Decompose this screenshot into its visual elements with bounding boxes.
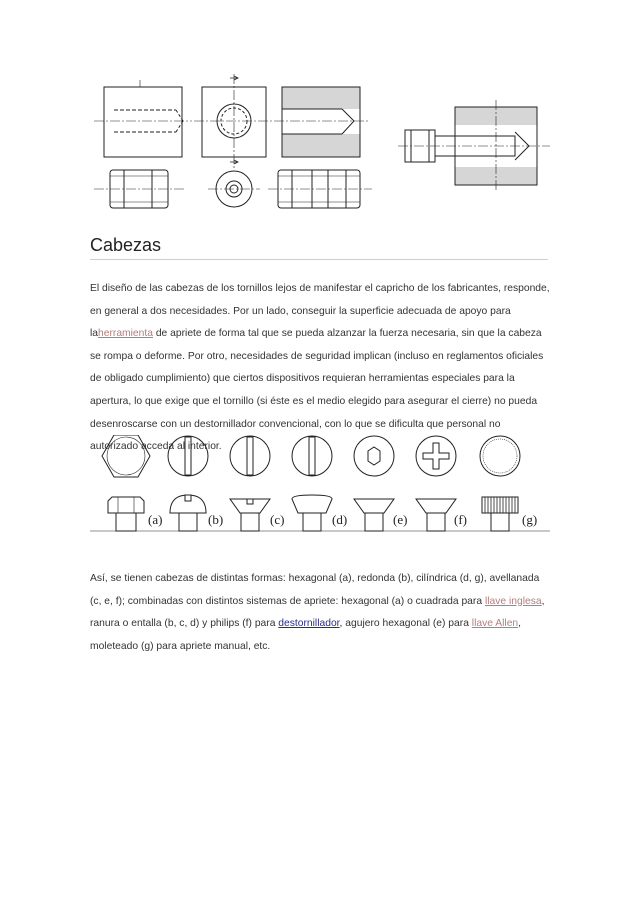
paragraph-line: se rompa o deforme. Por otro, necesidades de seguridad implican (incluso en reglamentos oficiales <box>90 350 544 362</box>
head-b-round <box>168 436 208 531</box>
line-text: , agujero hexagonal (e) para <box>339 618 472 630</box>
drawing-panel-front-view <box>194 74 274 168</box>
section-heading: Cabezas <box>90 235 162 255</box>
llave-inglesa-link[interactable]: llave inglesa <box>484 595 542 607</box>
head-d-cylindrical <box>292 436 332 531</box>
label-f: (f) <box>454 512 467 527</box>
screw-drawing-figure <box>80 70 558 230</box>
paragraph-line: en general a dos necesidades. Por un lado, conseguir la superficie adecuada de apoyo para <box>90 305 511 317</box>
paragraph-line: de obligado cumplimiento) que ciertos dispositivos requieran herramientas especiales para la <box>90 373 515 385</box>
head-e-allen <box>354 436 394 531</box>
drawing-panel-assembly <box>398 100 550 192</box>
drawing-panel-side-section <box>94 80 192 157</box>
paragraph-line: apertura, lo que exige que el tornillo (si éste es el medio elegido para asegurar el cierre) no pueda <box>90 395 538 407</box>
line-text: ranura o entalla (b, c, d) y philips (f) para <box>90 618 279 630</box>
line-text: de apriete de forma tal que se pueda alzanzar la fuerza necesaria, sin que la cabeza <box>152 328 542 340</box>
label-c: (c) <box>270 512 285 527</box>
screw-heads-figure <box>90 435 550 535</box>
line-text: (c, e, f); combinadas con distintos sistemas de apriete: hexagonal (a) o cuadrada para <box>90 595 485 607</box>
head-a-hexagonal <box>102 435 150 531</box>
head-c-countersunk <box>230 436 270 531</box>
label-e: (e) <box>393 512 408 527</box>
drawing-panel-hatched-section <box>274 87 370 157</box>
paragraph-line: El diseño de las cabezas de los tornillos lejos de manifestar el capricho de los fabricantes, responde, <box>90 283 550 294</box>
llave-allen-link[interactable]: llave Allen <box>471 618 519 630</box>
label-b: (b) <box>208 512 224 527</box>
paragraph-line: autorizado acceda al interior. <box>90 441 222 453</box>
paragraph-line: desenroscarse con un destornillador convencional, con lo que se dificulta que personal no <box>90 418 501 430</box>
summary-paragraph <box>90 568 560 658</box>
head-g-knurled <box>480 436 520 531</box>
label-g: (g) <box>522 512 538 527</box>
herramienta-link[interactable]: herramienta <box>98 328 153 340</box>
paragraph-line <box>90 591 560 614</box>
label-d: (d) <box>332 512 348 527</box>
label-a: (a) <box>148 512 163 527</box>
paragraph-line <box>90 323 560 346</box>
paragraph-line: Así, se tienen cabezas de distintas formas: hexagonal (a), redonda (b), cilíndrica (d, g), avellanada <box>90 573 540 584</box>
heading-divider <box>90 259 548 260</box>
drawing-row-screw-views <box>94 170 372 208</box>
paragraph-line: moleteado (g) para apriete manual, etc. <box>90 640 271 652</box>
line-text: , <box>518 618 522 630</box>
line-text: la <box>90 328 99 340</box>
head-f-philips <box>416 436 456 531</box>
destornillador-link[interactable]: destornillador <box>278 618 340 630</box>
intro-paragraph <box>90 278 560 459</box>
paragraph-line <box>90 613 560 636</box>
line-text: , <box>541 595 545 607</box>
